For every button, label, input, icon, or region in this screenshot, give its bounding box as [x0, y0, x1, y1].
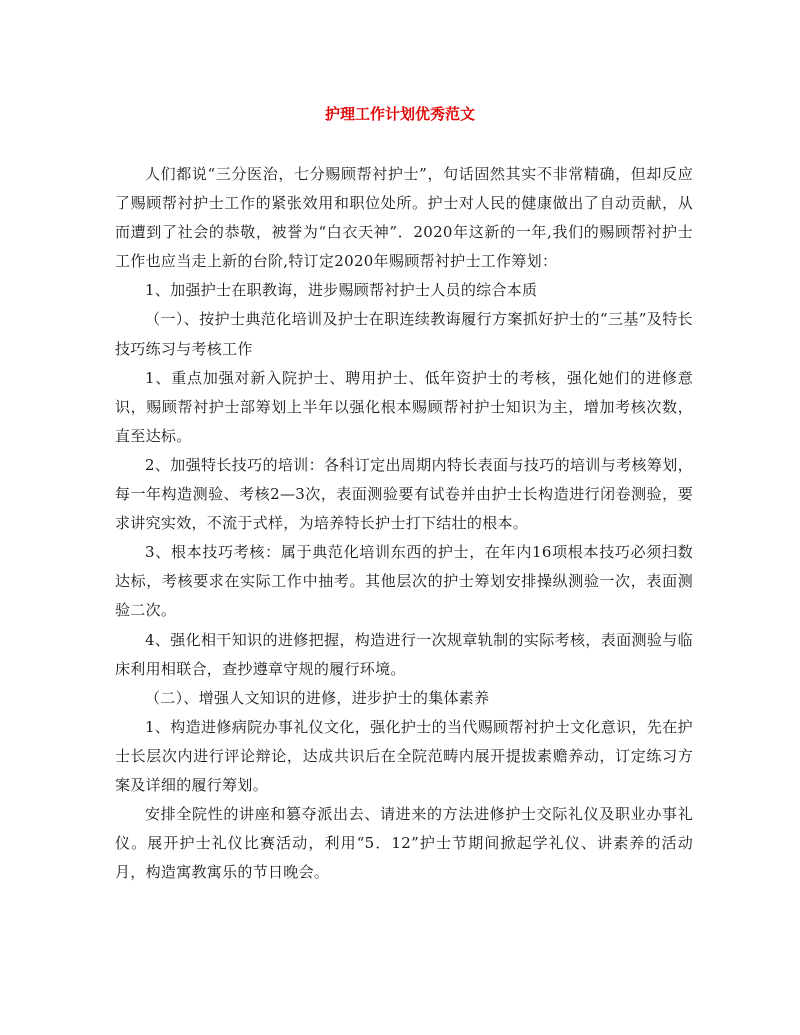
paragraph-item-3: 3、根本技巧考核：属于典范化培训东西的护士，在年内16项根本技巧必须扫数达标，考核要求在实际工作中抽考。其他层次的护士筹划安排操纵测验一次，表面测验二次。 [115, 543, 693, 620]
paragraph-intro: 人们都说“三分医治，七分赐顾帮衬护士”，句话固然其实不非常精确，但却反应了赐顾帮衬护士工作的紧张效用和职位处所。护士对人民的健康做出了自动贡献，从而遭到了社会的恭敬，被誉为“白衣天神”．2020年这新的一年,我们的赐顾帮衬护士工作也应当走上新的台阶,特订定2020年赐顾帮衬护士工作筹划： [115, 165, 693, 271]
paragraph-subsection-1: （一）、按护士典范化培训及护士在职连续教诲履行方案抓好护士的“三基”及特长技巧练习与考核工作 [115, 310, 693, 358]
paragraph-item-1: 1、重点加强对新入院护士、聘用护士、低年资护士的考核，强化她们的进修意识，赐顾帮衬护士部筹划上半年以强化根本赐顾帮衬护士知识为主，增加考核次数，直至达标。 [115, 368, 693, 445]
paragraph-section-1: 1、加强护士在职教诲，进步赐顾帮衬护士人员的综合本质 [145, 281, 538, 300]
paragraph-item-5: 1、构造进修病院办事礼仪文化，强化护士的当代赐顾帮衬护士文化意识，先在护士长层次内进行评论辩论，达成共识后在全院范畴内展开提拔素赡养动，订定练习方案及详细的履行筹划。 [115, 717, 693, 794]
paragraph-item-6: 安排全院性的讲座和篡夺派出去、请进来的方法进修护士交际礼仪及职业办事礼仪。展开护士礼仪比赛活动，利用“5．12”护士节期间掀起学礼仪、讲素养的活动月，构造寓教寓乐的节日晚会。 [115, 805, 693, 882]
paragraph-item-4: 4、强化相干知识的进修把握，构造进行一次规章轨制的实际考核，表面测验与临床利用相联合，查抄遵章守规的履行环境。 [115, 630, 693, 678]
paragraph-subsection-2: （二）、增强人文知识的进修，进步护士的集体素养 [145, 688, 490, 707]
document-title: 护理工作计划优秀范文 [324, 105, 475, 123]
document-body [115, 160, 693, 887]
paragraph-item-2: 2、加强特长技巧的培训：各科订定出周期内特长表面与技巧的培训与考核筹划，每一年构造测验、考核2—3次，表面测验要有试卷并由护士长构造进行闭卷测验，要求讲究实效，不流于式样，为培养特长护士打下结壮的根本。 [115, 455, 693, 533]
